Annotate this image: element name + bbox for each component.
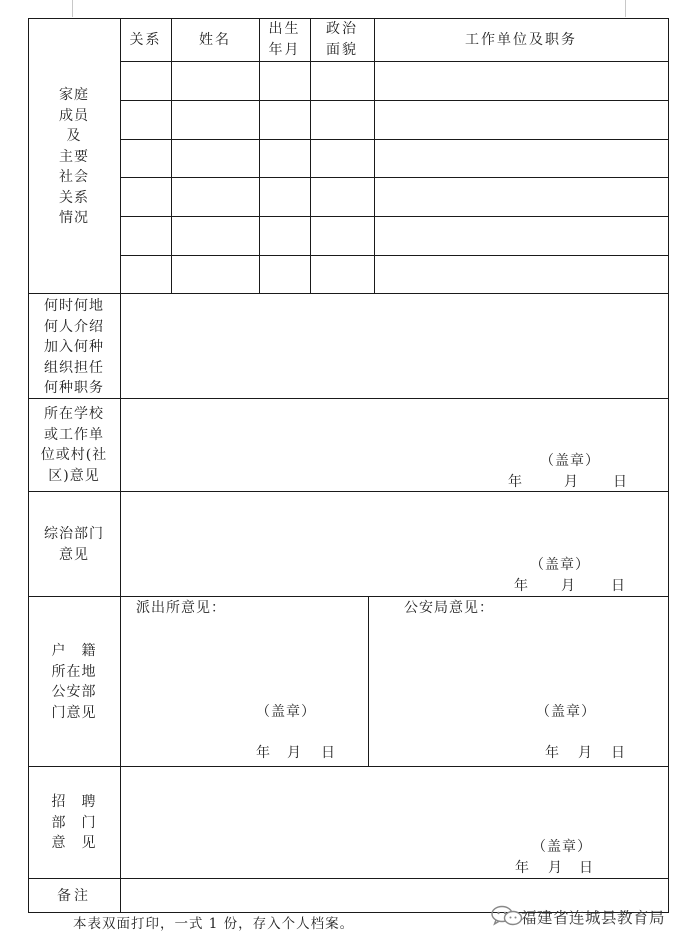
recruit-date-year: 年 — [515, 860, 530, 876]
police-bureau-title: 公安局意见： — [404, 600, 494, 616]
comprehensive-date-month: 月 — [561, 578, 576, 594]
recruit-stamp-label: （盖章） — [532, 839, 592, 855]
comprehensive-date-year: 年 — [514, 578, 529, 594]
police-section-label: 户 籍 所在地 公安部 门意见 — [51, 643, 97, 721]
label-line: 社会 — [59, 169, 89, 185]
table-row[interactable] — [121, 178, 668, 216]
police-bureau-date-day: 日 — [611, 745, 626, 761]
introducer-section-label: 何时何地 何人介绍 加入何种 组织担任 何种职务 — [44, 298, 104, 396]
table-row[interactable] — [121, 140, 668, 177]
label-line: 及 — [66, 128, 82, 144]
column-header-relation: 关系 — [129, 32, 162, 48]
label-line: 关系 — [59, 189, 89, 206]
table-row[interactable] — [121, 101, 668, 139]
column-header-workplace: 工作单位及职务 — [465, 32, 577, 48]
police-station-date-day: 日 — [321, 745, 336, 761]
police-station-date-year: 年 — [256, 745, 271, 761]
comprehensive-stamp-label: （盖章） — [530, 557, 590, 573]
column-header-name: 姓名 — [199, 32, 231, 48]
footer-note: 本表双面打印，一式 1 份，存入个人档案。 — [73, 916, 355, 932]
police-station-stamp-label: （盖章） — [256, 704, 316, 720]
police-bureau-stamp-label: （盖章） — [536, 704, 596, 720]
introducer-field[interactable] — [121, 294, 668, 398]
watermark-text: 福建省连城县教育局 — [521, 909, 666, 927]
page-edge-mark — [625, 0, 626, 17]
school-section-label: 所在学校 或工作单 位或村(社 区)意见 — [40, 406, 108, 484]
table-row[interactable] — [121, 62, 668, 100]
school-date-year: 年 — [508, 474, 523, 490]
school-stamp-label: （盖章） — [540, 453, 600, 469]
comprehensive-date-day: 日 — [611, 578, 626, 594]
label-line: 成员 — [59, 107, 89, 124]
recruit-date-day: 日 — [579, 860, 594, 876]
column-header-birth: 出生 年月 — [268, 21, 301, 58]
table-row[interactable] — [121, 256, 668, 293]
label-line: 主要 — [59, 148, 89, 165]
label-line: 情况 — [59, 210, 89, 226]
page-edge-mark — [72, 0, 73, 17]
remarks-label: 备注 — [57, 888, 91, 904]
wechat-icon — [490, 905, 524, 927]
recruit-section-label: 招 聘 部 门 意 见 — [51, 794, 97, 851]
label-line: 家庭 — [59, 87, 89, 103]
police-station-date-month: 月 — [287, 745, 302, 761]
family-section-label — [28, 85, 120, 229]
school-date-day: 日 — [613, 474, 628, 490]
recruit-date-month: 月 — [548, 860, 563, 876]
family-members-table-body — [121, 62, 668, 293]
police-bureau-date-year: 年 — [545, 745, 560, 761]
police-station-title: 派出所意见： — [136, 600, 226, 616]
comprehensive-section-label: 综治部门 意见 — [44, 526, 104, 563]
table-row[interactable] — [121, 217, 668, 255]
school-date-month: 月 — [564, 474, 579, 490]
police-bureau-date-month: 月 — [578, 745, 593, 761]
column-header-political: 政治 面貌 — [326, 21, 358, 58]
